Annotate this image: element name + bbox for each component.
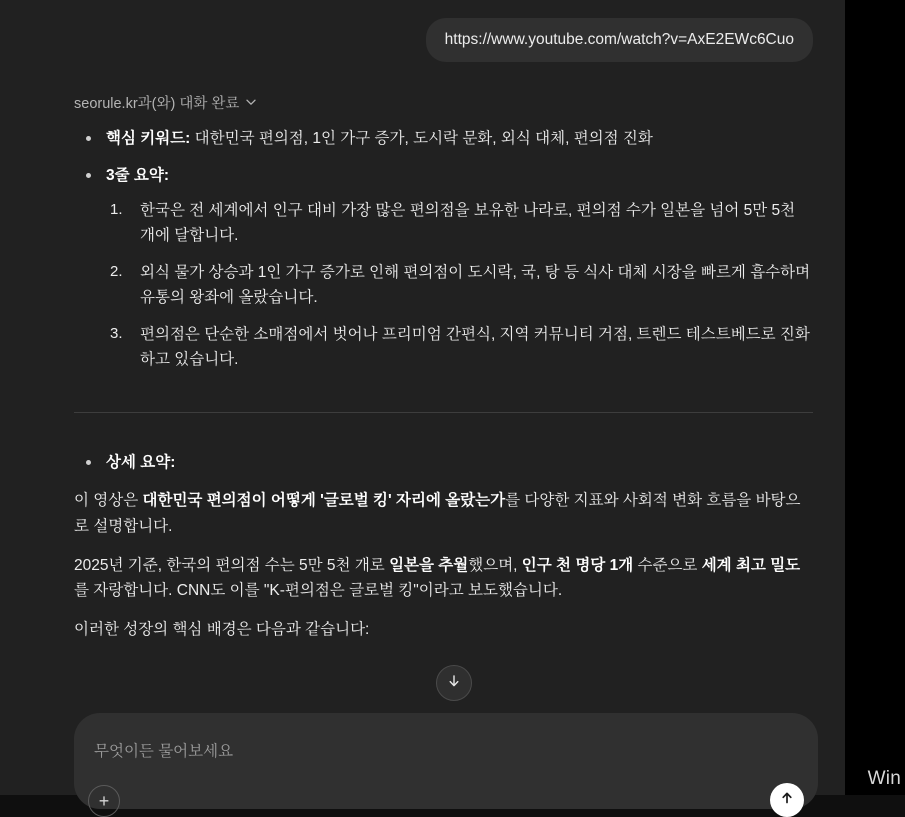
list-item: 한국은 전 세계에서 인구 대비 가장 많은 편의점을 보유한 나라로, 편의점 수가 일본을 넘어 5만 5천 개에 달합니다. (140, 201, 796, 244)
source-disclosure-toggle[interactable] (74, 92, 256, 113)
source-label: seorule.kr과(와) 대화 완료 (74, 95, 240, 112)
paragraph-1-bold-a: 대한민국 편의점이 어떻게 '글로벌 킹' 자리에 올랐는가 (142, 492, 506, 510)
list-item: 외식 물가 상승과 1인 가구 증가로 인해 편의점이 도시락, 국, 탕 등 식사 대체 시장을 빠르게 흡수하며 유통의 왕좌에 올랐습니다. (140, 263, 811, 307)
summary-label: 3줄 요약: (106, 166, 170, 184)
detail-paragraph-3: 이러한 성장의 핵심 배경은 다음과 같습니다: (74, 620, 370, 638)
composer-area (0, 713, 845, 811)
detail-paragraph-1 (74, 488, 813, 538)
section-divider (74, 412, 813, 413)
arrow-down-icon (446, 673, 462, 694)
paragraph-2-bold-c: 세계 최고 밀도 (701, 556, 801, 574)
send-button[interactable] (770, 783, 804, 817)
keywords-item (74, 127, 813, 151)
paragraph-2-bold-b: 인구 천 명당 1개 (521, 556, 634, 574)
paragraph-2-text-b: 했으며, (468, 556, 522, 574)
paragraph-1-text-b: 를 다양한 지표와 사회적 변화 흐름을 바탕으로 설명합니다. (74, 492, 801, 535)
desktop-background-gutter (845, 0, 905, 795)
paragraph-2-bold-a: 일본을 추월 (389, 556, 469, 574)
paragraph-1-text-a: 이 영상은 (74, 492, 143, 510)
user-message-bubble: https://www.youtube.com/watch?v=AxE2EWc6Cuo (426, 18, 813, 62)
summary-ordered-list (106, 198, 813, 373)
three-line-summary-item (74, 164, 813, 373)
paragraph-2-text-d: 를 자랑합니다. CNN도 이를 "K-편의점은 글로벌 킹"이라고 보도했습니다. (74, 581, 563, 599)
scroll-to-bottom-button[interactable] (436, 665, 472, 701)
message-input-placeholder[interactable]: 무엇이든 물어보세요 (94, 743, 234, 760)
windows-activation-watermark: Win (867, 768, 901, 789)
send-arrow-icon (779, 790, 795, 811)
paragraph-2-text-a: 2025년 기준, 한국의 편의점 수는 5만 5천 개로 (74, 556, 390, 574)
detail-summary-item (74, 451, 813, 475)
message-composer[interactable] (74, 713, 818, 809)
detail-summary-label: 상세 요약: (106, 454, 176, 472)
list-item: 편의점은 단순한 소매점에서 벗어나 프리미엄 간편식, 지역 커뮤니티 거점, 트렌드 테스트베드로 진화하고 있습니다. (140, 326, 810, 369)
attach-plus-button[interactable]: + (88, 785, 120, 817)
user-message-row (0, 0, 845, 62)
keywords-label: 핵심 키워드: (106, 129, 191, 147)
paragraph-2-text-c: 수준으로 (633, 556, 702, 574)
summary-bullet-list (74, 127, 813, 373)
assistant-message (0, 92, 845, 642)
detail-summary-heading-list (74, 451, 813, 475)
chevron-down-icon (245, 96, 256, 107)
detail-paragraph-2 (74, 553, 813, 603)
keywords-value: 대한민국 편의점, 1인 가구 증가, 도시락 문화, 외식 대체, 편의점 진화 (190, 129, 653, 147)
